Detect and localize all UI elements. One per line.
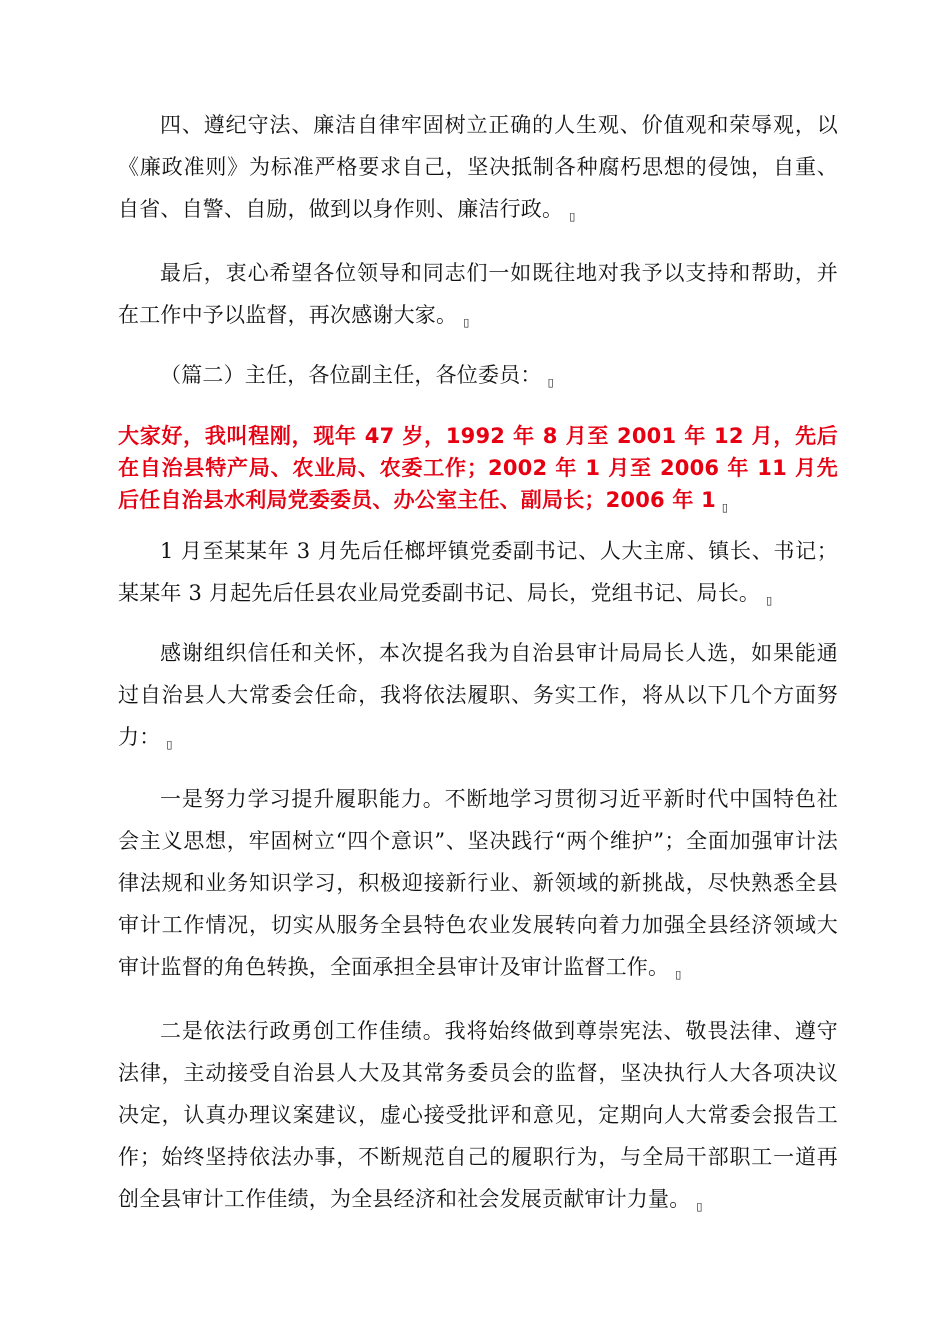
paragraph-mark-icon: ▯ (569, 210, 576, 223)
paragraph-mark-icon: ▯ (547, 376, 554, 389)
paragraph-text: 一是努力学习提升履职能力。不断地学习贯彻习近平新时代中国特色社会主义思想，牢固树立“四个意识”、坚决践行“两个维护”；全面加强审计法律法规和业务知识学习，积极迎接新行业、新领域的新挑战，尽快熟悉全县审计工作情况，切实从服务全县特色农业发展转向着力加强全县经济领域大审计监督的角色转换，全面承担全县审计及审计监督工作。 (118, 787, 838, 979)
paragraph-mark-icon: ▯ (721, 501, 729, 514)
paragraph-mark-icon: ▯ (166, 738, 173, 751)
paragraph-closing (118, 252, 838, 336)
paragraph-text: （篇二）主任，各位副主任，各位委员： (160, 363, 542, 387)
paragraph-thanks (118, 632, 838, 758)
paragraph-salutation (118, 354, 838, 396)
paragraph-discipline (118, 104, 838, 230)
paragraph-text: 最后，衷心希望各位领导和同志们一如既往地对我予以支持和帮助，并在工作中予以监督，再次感谢大家。 (118, 261, 838, 327)
paragraph-point-two (118, 1010, 838, 1220)
paragraph-text: 大家好，我叫程刚，现年 47 岁，1992 年 8 月至 2001 年 12 月，先后在自治县特产局、农业局、农委工作；2002 年 1 月至 2006 年 11 月先后任自治县水利局党委委员、办公室主任、副局长；2006 年 1 (118, 424, 838, 512)
paragraph-career (118, 530, 838, 614)
paragraph-text: 二是依法行政勇创工作佳绩。我将始终做到尊崇宪法、敬畏法律、遵守法律，主动接受自治县人大及其常务委员会的监督，坚决执行人大各项决议决定，认真办理议案建议，虚心接受批评和意见，定期向人大常委会报告工作；始终坚持依法办事，不断规范自己的履职行为，与全局干部职工一道再创全县审计工作佳绩，为全县经济和社会发展贡献审计力量。 (118, 1019, 838, 1211)
paragraph-text: 四、遵纪守法、廉洁自律牢固树立正确的人生观、价值观和荣辱观，以《廉政准则》为标准严格要求自己，坚决抵制各种腐朽思想的侵蚀，自重、自省、自警、自励，做到以身作则、廉洁行政。 (118, 113, 838, 221)
paragraph-introduction-highlight (118, 420, 838, 516)
paragraph-text: 1 月至某某年 3 月先后任榔坪镇党委副书记、人大主席、镇长、书记；某某年 3 月起先后任县农业局党委副书记、局长，党组书记、局长。 (118, 539, 838, 605)
paragraph-text: 感谢组织信任和关怀，本次提名我为自治县审计局局长人选，如果能通过自治县人大常委会任命，我将依法履职、务实工作，将从以下几个方面努力： (118, 641, 838, 749)
paragraph-mark-icon: ▯ (696, 1200, 703, 1213)
paragraph-mark-icon: ▯ (463, 316, 470, 329)
paragraph-mark-icon: ▯ (766, 594, 773, 607)
paragraph-mark-icon: ▯ (675, 968, 682, 981)
paragraph-point-one (118, 778, 838, 988)
